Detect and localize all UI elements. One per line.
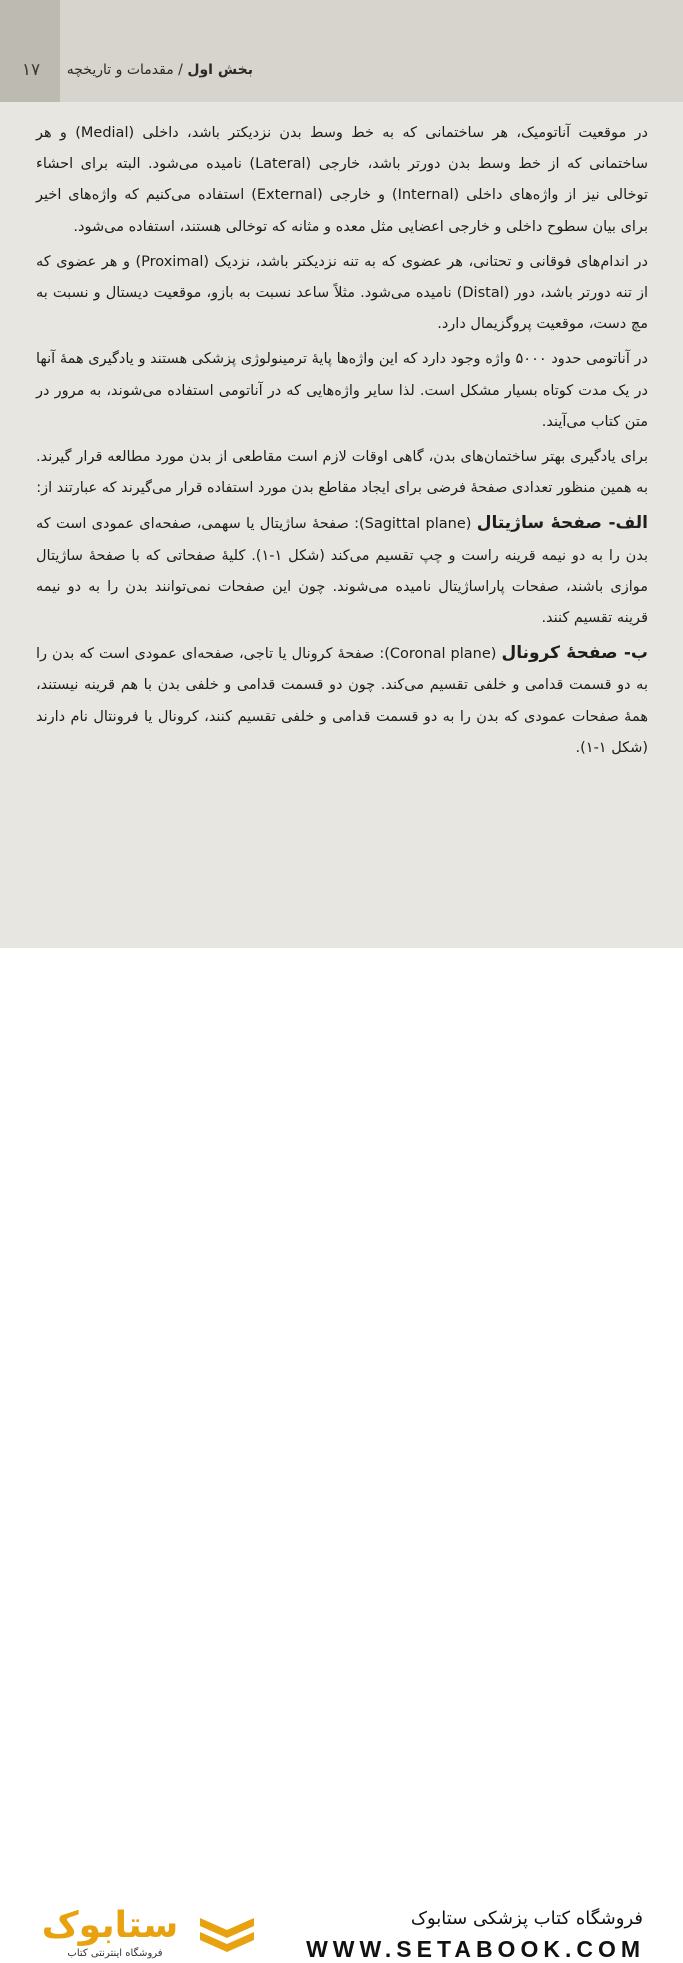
section-title: بخش اول bbox=[187, 62, 253, 78]
store-url[interactable]: WWW.SETABOOK.COM bbox=[306, 1936, 645, 1962]
book-stack-icon bbox=[196, 1910, 258, 1960]
sagittal-text: (Sagittal plane): صفحهٔ ساژیتال یا سهمی، صفحه‌ای عمودی است که بدن را به دو نیمه قرینه راست و چپ تقسیم می‌کند (شکل ۱-۱). کلیهٔ صفحاتی که با صفحهٔ ساژیتال موازی باشند، صفحات پاراساژیتال نامیده می‌شوند. چون این صفحات نمی‌توانند بدن را به دو نیمه قرینه تقسیم کنند. bbox=[36, 516, 648, 627]
logo-wordmark: ستابوک bbox=[41, 1905, 179, 1946]
paragraph-sagittal bbox=[36, 508, 648, 634]
paragraph-terminology: در آناتومی حدود ۵۰۰۰ واژه وجود دارد که این واژه‌ها پایهٔ ترمینولوژی پزشکی هستند و یادگیری همهٔ آنها در یک مدت کوتاه بسیار مشکل است. لذا سایر واژه‌هایی که در آناتومی استفاده می‌شوند، به مرور در متن کتاب می‌آیند. bbox=[36, 351, 648, 430]
header-separator: / bbox=[173, 62, 188, 78]
page-number: ۱۷ bbox=[21, 60, 41, 80]
book-page bbox=[0, 0, 683, 948]
chapter-title: مقدمات و تاریخچه bbox=[66, 62, 174, 78]
body-text bbox=[36, 118, 648, 768]
paragraph-medial-lateral: در موقعیت آناتومیک، هر ساختمانی که به خط وسط بدن نزدیکتر باشد، داخلی (Medial) و هر ساختمانی که از خط وسط بدن دورتر باشد، خارجی (Lateral) نامیده می‌شود. البته برای احشاء توخالی نیز از واژه‌های داخلی (Internal) و خارجی (External) استفاده می‌کنیم که واژه‌های اخیر برای بیان سطوح داخلی و خارجی اعضایی مثل معده و مثانه که توخالی هستند، استفاده می‌شود. bbox=[36, 125, 648, 235]
header-side-block bbox=[0, 0, 60, 102]
page-header bbox=[0, 0, 683, 102]
running-header bbox=[67, 62, 253, 78]
store-name: فروشگاه کتاب پزشکی ستابوک bbox=[410, 1908, 643, 1929]
watermark-footer bbox=[0, 948, 683, 1962]
coronal-heading: ب- صفحهٔ کرونال bbox=[501, 643, 648, 664]
logo-tagline: فروشگاه اینترنتی کتاب bbox=[67, 1948, 163, 1959]
paragraph-proximal-distal: در اندام‌های فوقانی و تحتانی، هر عضوی که به تنه نزدیکتر باشد، نزدیک (Proximal) و هر عضوی که از تنه دورتر باشد، دور (Distal) نامیده می‌شود. مثلاً ساعد نسبت به بازو، موقعیت دیستال و نسبت به مچ دست، موقعیت پروگزیمال دارد. bbox=[36, 253, 648, 333]
paragraph-coronal bbox=[36, 638, 648, 764]
paragraph-planes-intro: برای یادگیری بهتر ساختمان‌های بدن، گاهی اوقات لازم است مقاطعی از بدن مورد مطالعه قرار گیرند. به همین منظور تعدادی صفحهٔ فرضی برای ایجاد مقاطع بدن مورد استفاده قرار می‌گیرند که عبارتند از: bbox=[36, 449, 648, 497]
coronal-text: (Coronal plane): صفحهٔ کرونال یا تاجی، صفحه‌ای عمودی است که بدن را به دو قسمت قدامی و خلفی تقسیم می‌کند. چون دو قسمت قدامی و خلفی بدن با هم قرینه نیستند، همهٔ صفحات عمودی که بدن را به دو قسمت قدامی و خلفی تقسیم کنند، کرونال یا فرونتال نام دارند (شکل ۱-۱). bbox=[36, 646, 648, 756]
sagittal-heading: الف- صفحهٔ ساژیتال bbox=[476, 513, 648, 534]
